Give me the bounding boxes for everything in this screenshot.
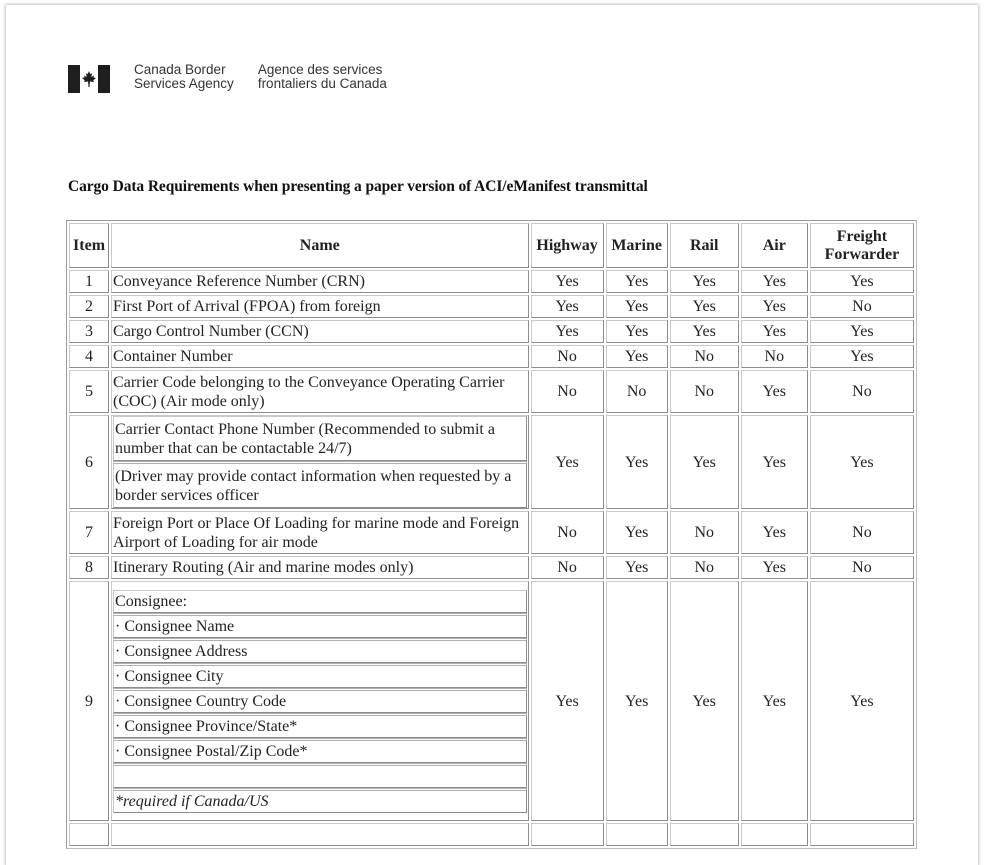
air-value: No (741, 345, 808, 368)
air-value: Yes (741, 581, 808, 821)
document-title: Cargo Data Requirements when presenting a paper version of ACI/eManifest transmittal (68, 178, 648, 195)
rail-value: No (670, 345, 739, 368)
consignee-province-state: · Consignee Province/State* (113, 713, 527, 738)
item-number: 6 (69, 415, 109, 509)
table-row (69, 511, 914, 554)
rail-value: Yes (670, 581, 739, 821)
table-row (69, 370, 914, 413)
item-number: 7 (69, 511, 109, 554)
consignee-postal-zip: · Consignee Postal/Zip Code* (113, 738, 527, 763)
header-marine: Marine (606, 223, 668, 268)
item-name-group (111, 581, 529, 821)
table-row (69, 823, 914, 846)
air-value: Yes (741, 370, 808, 413)
header-freight-line1: Freight (836, 227, 888, 245)
agency-english-line2: Services Agency (134, 76, 234, 91)
highway-value: No (531, 345, 604, 368)
cut-off-cell (111, 823, 529, 846)
air-value: Yes (741, 556, 808, 579)
cut-off-cell (670, 823, 739, 846)
cut-off-cell (69, 823, 109, 846)
marine-value: Yes (606, 415, 668, 509)
item-number: 5 (69, 370, 109, 413)
consignee-country-code: · Consignee Country Code (113, 688, 527, 713)
consignee-heading: Consignee: (113, 590, 527, 613)
freight-value: Yes (810, 581, 914, 821)
freight-value: No (810, 370, 914, 413)
table-row (69, 270, 914, 293)
rail-value: Yes (670, 415, 739, 509)
header-highway: Highway (531, 223, 604, 268)
highway-value: Yes (531, 581, 604, 821)
item-number: 4 (69, 345, 109, 368)
table-row (69, 415, 914, 509)
rail-value: No (670, 511, 739, 554)
table-row (69, 345, 914, 368)
marine-value: Yes (606, 556, 668, 579)
maple-leaf-icon (82, 71, 96, 87)
header-air: Air (741, 223, 808, 268)
table-row (69, 295, 914, 318)
header-name: Name (111, 223, 529, 268)
highway-value: Yes (531, 270, 604, 293)
table-header-row (69, 223, 914, 268)
highway-value: No (531, 370, 604, 413)
item-name-subtable (113, 416, 527, 508)
agency-french-line1: Agence des services (257, 62, 383, 77)
freight-value: No (810, 511, 914, 554)
item-number: 9 (69, 581, 109, 821)
requirements-table (66, 220, 917, 849)
marine-value: Yes (606, 581, 668, 821)
freight-value: Yes (810, 320, 914, 343)
marine-value: Yes (606, 295, 668, 318)
air-value: Yes (741, 415, 808, 509)
cut-off-cell (741, 823, 808, 846)
header-rail: Rail (670, 223, 739, 268)
highway-value: Yes (531, 415, 604, 509)
header-item: Item (69, 223, 109, 268)
agency-french-line2: frontaliers du Canada (257, 76, 387, 91)
marine-value: No (606, 370, 668, 413)
item-name: First Port of Arrival (FPOA) from foreign (111, 295, 529, 318)
agency-header (68, 63, 387, 95)
rail-value: Yes (670, 320, 739, 343)
freight-value: No (810, 556, 914, 579)
marine-value: Yes (606, 270, 668, 293)
canada-flag-icon (68, 65, 110, 93)
item-name: Itinerary Routing (Air and marine modes only) (111, 556, 529, 579)
freight-value: Yes (810, 345, 914, 368)
item-number: 3 (69, 320, 109, 343)
highway-value: No (531, 556, 604, 579)
table-row (69, 556, 914, 579)
item-number: 1 (69, 270, 109, 293)
air-value: Yes (741, 320, 808, 343)
highway-value: No (531, 511, 604, 554)
rail-value: Yes (670, 270, 739, 293)
consignee-address: · Consignee Address (113, 638, 527, 663)
header-freight-forwarder (810, 223, 914, 268)
rail-value: No (670, 370, 739, 413)
item-name: Foreign Port or Place Of Loading for marine mode and Foreign Airport of Loading for air mode (111, 511, 529, 554)
item-name: Carrier Code belonging to the Conveyance Operating Carrier (COC) (Air mode only) (111, 370, 529, 413)
freight-value: Yes (810, 270, 914, 293)
table-row (69, 581, 914, 821)
cut-off-cell (810, 823, 914, 846)
highway-value: Yes (531, 320, 604, 343)
agency-english-line1: Canada Border (134, 62, 226, 77)
blank-cell (113, 763, 527, 788)
freight-value: No (810, 295, 914, 318)
item-name: Conveyance Reference Number (CRN) (111, 270, 529, 293)
header-freight-line2: Forwarder (824, 245, 900, 263)
freight-value: Yes (810, 415, 914, 509)
item-name-group (111, 415, 529, 509)
item-number: 2 (69, 295, 109, 318)
rail-value: No (670, 556, 739, 579)
agency-name-english (134, 63, 234, 91)
agency-name-french (258, 63, 387, 91)
consignee-subtable (113, 590, 527, 813)
item-number: 8 (69, 556, 109, 579)
cut-off-cell (606, 823, 668, 846)
air-value: Yes (741, 270, 808, 293)
rail-value: Yes (670, 295, 739, 318)
marine-value: Yes (606, 320, 668, 343)
item-name: Cargo Control Number (CCN) (111, 320, 529, 343)
consignee-footnote: *required if Canada/US (113, 788, 527, 813)
air-value: Yes (741, 295, 808, 318)
table-row (69, 320, 914, 343)
consignee-name: · Consignee Name (113, 613, 527, 638)
cut-off-cell (531, 823, 604, 846)
highway-value: Yes (531, 295, 604, 318)
marine-value: Yes (606, 345, 668, 368)
item-name-part: Carrier Contact Phone Number (Recommended to submit a number that can be contactable 24/7) (113, 416, 527, 461)
marine-value: Yes (606, 511, 668, 554)
air-value: Yes (741, 511, 808, 554)
item-name: Container Number (111, 345, 529, 368)
consignee-city: · Consignee City (113, 663, 527, 688)
item-name-part: (Driver may provide contact information when requested by a border services officer (113, 461, 527, 508)
